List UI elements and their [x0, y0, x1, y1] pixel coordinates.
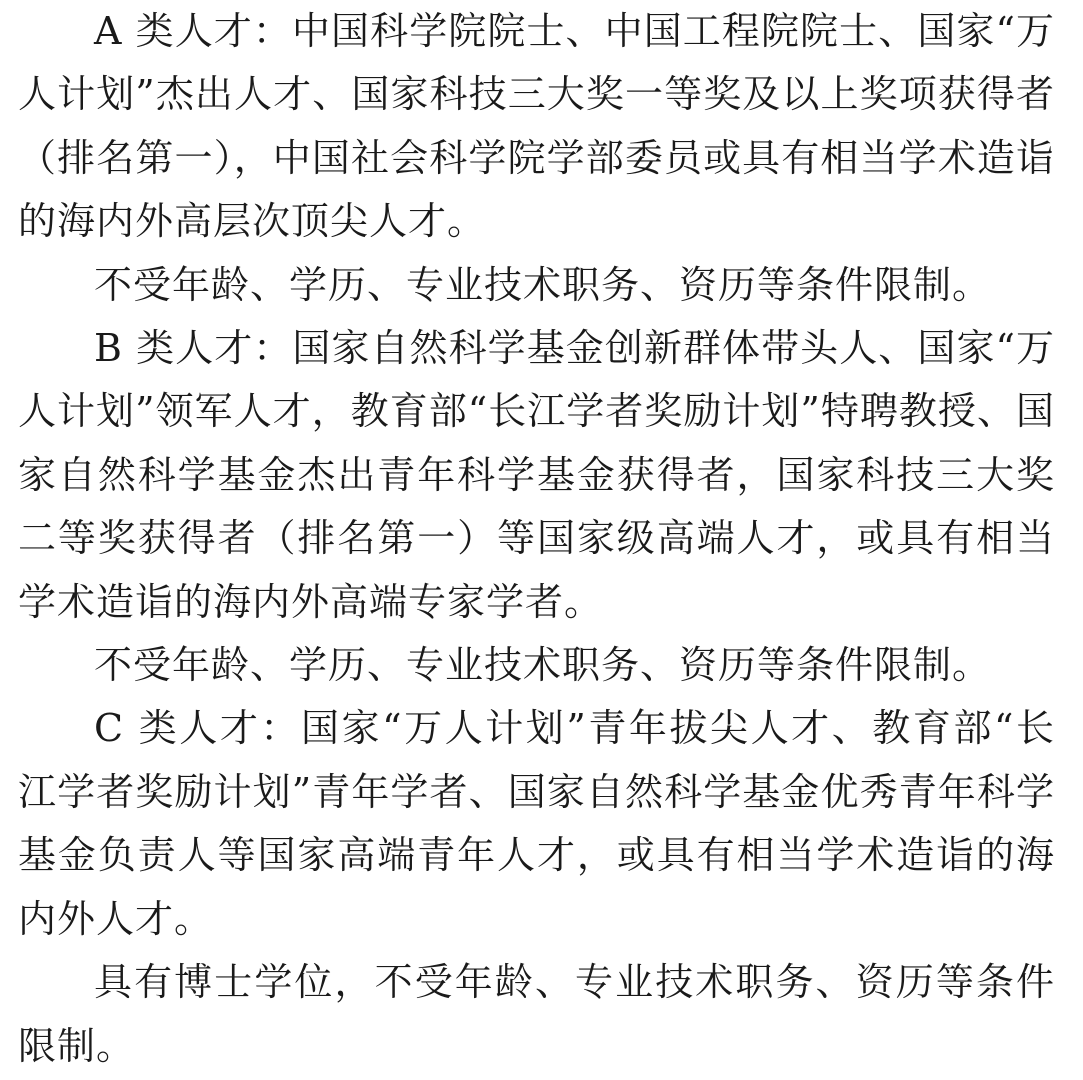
- paragraph-c-category: C 类人才：国家“万人计划”青年拔尖人才、教育部“长江学者奖励计划”青年学者、国家自然科学基金优秀青年科学基金负责人等国家高端青年人才，或具有相当学术造诣的海内外人才。: [18, 706, 1055, 941]
- paragraph-c-condition: 具有博士学位，不受年龄、专业技术职务、资历等条件限制。: [18, 960, 1055, 1068]
- paragraph-a-condition: 不受年龄、学历、专业技术职务、资历等条件限制。: [94, 262, 992, 307]
- paragraph-a-category: A 类人才：中国科学院院士、中国工程院院士、国家“万人计划”杰出人才、国家科技三大奖一等奖及以上奖项获得者（排名第一），中国社会科学院学部委员或具有相当学术造诣的海内外高层次顶尖人才。: [18, 9, 1055, 244]
- paragraph-b-condition: 不受年龄、学历、专业技术职务、资历等条件限制。: [94, 643, 992, 688]
- paragraph-b-category: B 类人才：国家自然科学基金创新群体带头人、国家“万人计划”领军人才，教育部“长江学者奖励计划”特聘教授、国家自然科学基金杰出青年科学基金获得者，国家科技三大奖二等奖获得者（排名第一）等国家级高端人才，或具有相当学术造诣的海内外高端专家学者。: [18, 326, 1055, 624]
